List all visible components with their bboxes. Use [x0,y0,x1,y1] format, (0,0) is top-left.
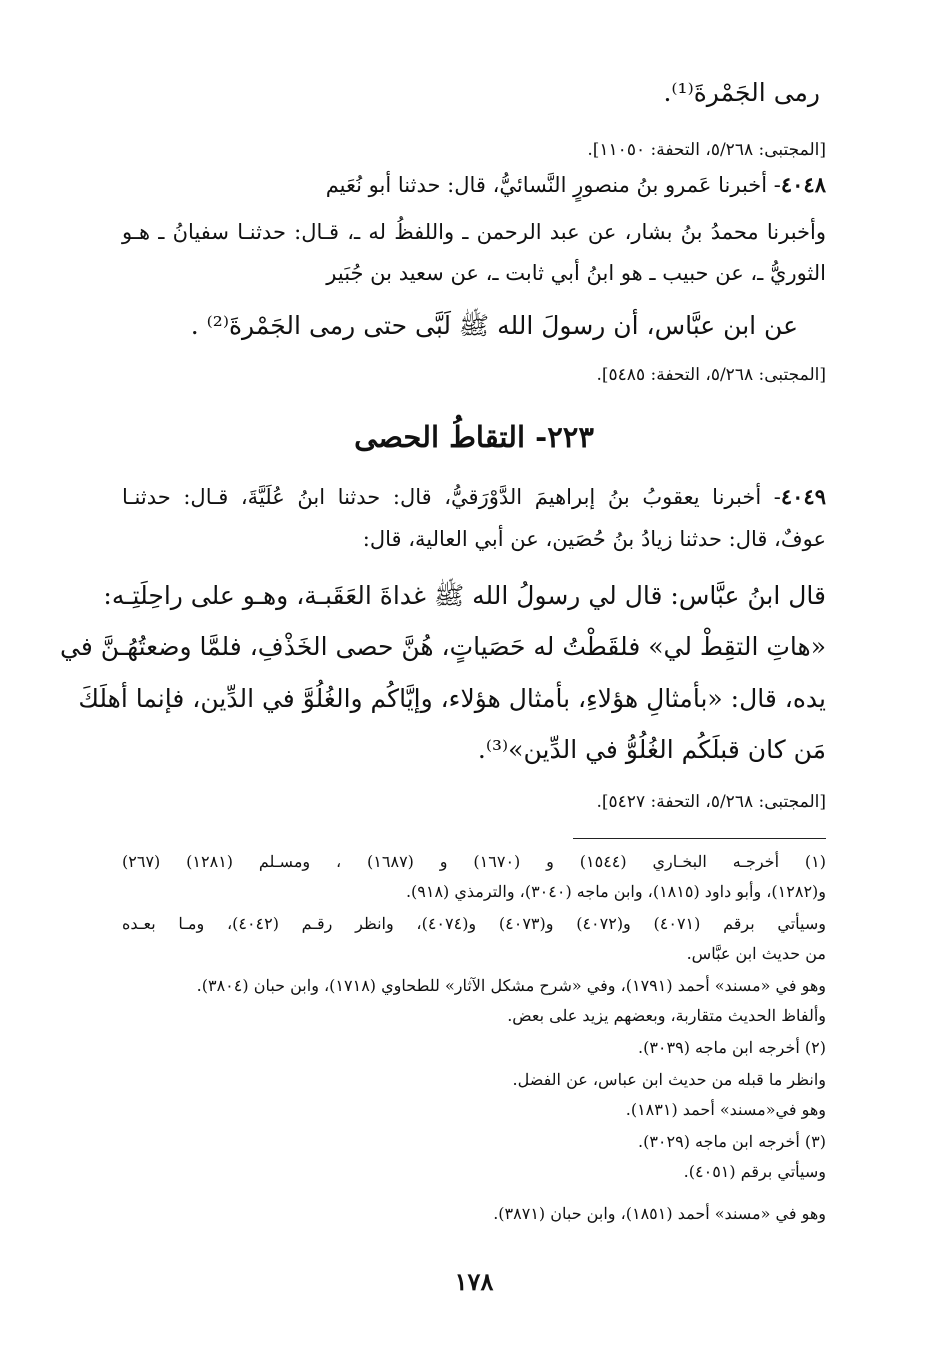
hadith-4049-matn2: «هاتِ التقِطْ لي» فلقَطْتُ له حَصَياتٍ، هُنَّ حصى الخَذْفِ، فلمَّا وضعتُهُـنَّ في [60,632,826,661]
chapter-heading: ٢٢٣- التقاطُ الحصى [354,420,594,454]
footnote-line: وألفاظ الحديث متقاربة، وبعضهم يزيد على بعض. [507,1006,826,1025]
continuation-line: رمى الجَمْرةَ⁽¹⁾. [663,78,820,107]
hadith-number: ٤٠٤٩ [780,484,826,509]
hadith-4049-line2: عوفٌ، قال: حدثنا زيادُ بنُ حُصَين، عن أبي العالية، قال: [362,527,826,551]
footnote-line: و(١٢٨٢)، وأبو داود (١٨١٥)، وابن ماجه (٣٠٤٠)، والترمذي (٩١٨). [405,882,826,901]
footnote-separator [573,838,826,839]
reference-4047: [المجتبى: ٥/٢٦٨، التحفة: ١١٠٥٠]. [587,140,826,160]
hadith-4049-matn4: مَن كان قبلَكُم الغُلُوُّ في الدِّين»⁽³⁾. [477,735,826,764]
hadith-4048-line2: وأخبرنا محمدُ بنُ بشار، عن عبد الرحمن ـ واللفظُ له ـ، قـال: حدثنـا سفيانُ ـ هـو [122,220,826,244]
footnote-line: وهو في «مسند» أحمد (١٨٥١)، وابن حبان (٣٨٧١). [493,1204,826,1223]
hadith-4049-matn3: يده، قال: «بأمثالِ هؤلاءِ، بأمثال هؤلاء، وإيَّاكُم والغُلُوَّ في الدِّين، فإنما أهلَكَ [78,684,826,713]
footnote-line: (٢) أخرجه ابن ماجه (٣٠٣٩). [638,1038,826,1057]
hadith-4049-line1 [122,484,826,509]
footnote-line: وهو في«مسند» أحمد (١٨٣١). [625,1100,826,1119]
footnote-line: وهو في «مسند» أحمد (١٧٩١)، وفي «شرح مشكل الآثار» للطحاوي (١٧١٨)، وابن حبان (٣٨٠٤). [196,976,826,995]
hadith-4048-line3: الثوريُّ ـ، عن حبيب ـ هو ابنُ أبي ثابت ـ، عن سعيد بن جُبَير [326,261,826,285]
footnote-line: وسيأتي برقم (٤٠٧١) و(٤٠٧٢) و(٤٠٧٣) و(٤٠٧٤)، وانظر رقـم (٤٠٤٢)، ومـا بعـده [122,914,827,933]
hadith-4048-line1 [122,172,826,197]
reference-4048: [المجتبى: ٥/٢٦٨، التحفة: ٥٤٨٥]. [596,365,826,385]
footnote-line: وانظر ما قبله من حديث ابن عباس، عن الفضل. [512,1070,826,1089]
footnote-line: من حديث ابن عبَّاس. [686,944,826,963]
footnote-line: (٣) أخرجه ابن ماجه (٣٠٢٩). [638,1132,826,1151]
footnote-line: (١) أخرجـه البخـاري (١٥٤٤) و (١٦٧٠) و (١٦٨٧) ، ومسـلم (١٢٨١) (٢٦٧) [122,852,826,871]
footnote-line: وسيأتي برقم (٤٠٥١). [683,1162,826,1181]
hadith-text: - أخبرنا عَمرو بنُ منصورٍ النَّسائيُّ، قال: حدثنا أبو نُعَيم [325,173,781,197]
page-number: ١٧٨ [454,1267,494,1296]
hadith-text: - أخبرنا يعقوبُ بنُ إبراهيمَ الدَّوْرَقيُّ، قال: حدثنا ابنُ عُلَيَّةَ، قـال: حدثنـا [122,485,781,509]
reference-4049: [المجتبى: ٥/٢٦٨، التحفة: ٥٤٢٧]. [596,792,826,812]
hadith-4048-matn: عن ابن عبَّاس، أن رسولَ الله ﷺ لَبَّى حتى رمى الجَمْرةَ⁽²⁾ . [190,311,798,340]
hadith-number: ٤٠٤٨ [780,172,826,197]
hadith-4049-matn1: قال ابنُ عبَّاس: قال لي رسولُ الله ﷺ غداةَ العَقَبـة، وهـو على راحِلَتِـه: [103,581,826,610]
